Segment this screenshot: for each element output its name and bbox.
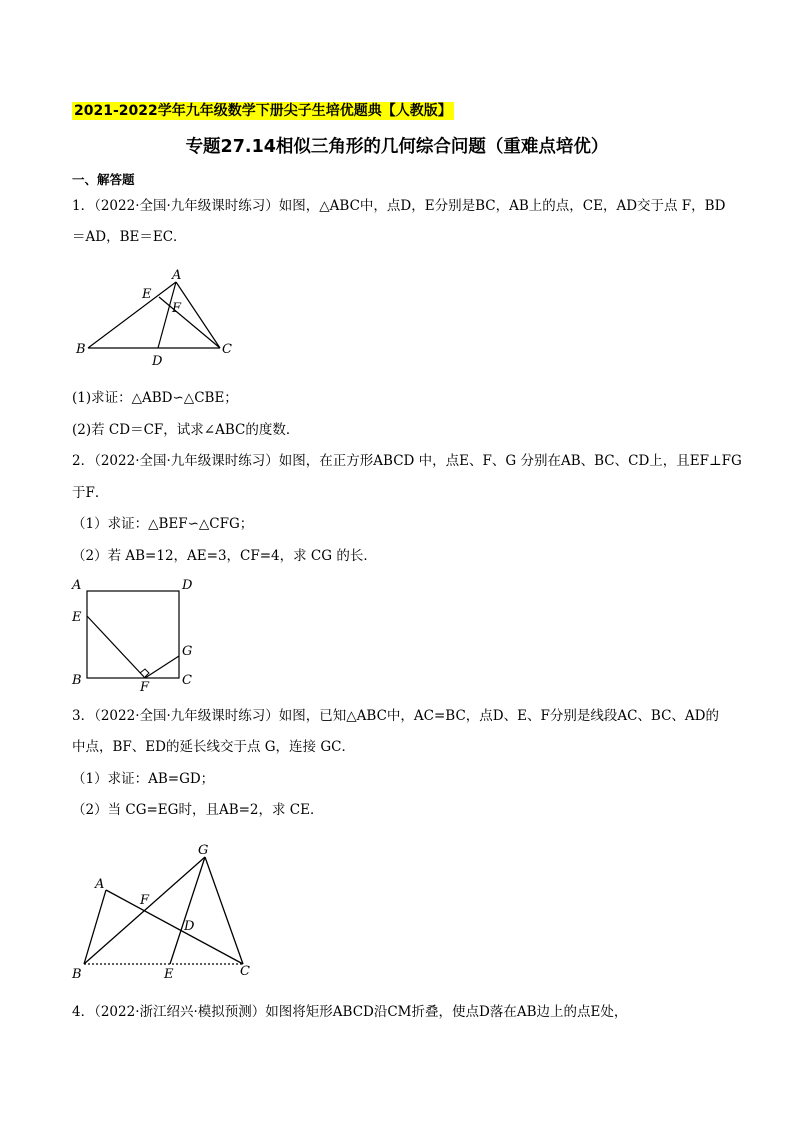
label-d: D <box>152 354 163 369</box>
header-banner: 2021-2022学年九年级数学下册尖子生培优题典【人教版】 <box>74 103 452 119</box>
label-a: A <box>172 268 182 283</box>
label-b: B <box>72 967 82 982</box>
segment-ef <box>87 616 145 678</box>
problem-3-figure <box>68 838 268 983</box>
label-a: A <box>72 578 82 593</box>
label-e: E <box>164 967 174 982</box>
segment-ec <box>159 297 220 348</box>
segment-fg <box>145 656 179 678</box>
problem-2-text-line-1: 2．（2022·全国·九年级课时练习）如图，在正方形ABCD 中，点E、F、G 分别在AB、BC、CD上，且EF⊥FG <box>72 453 742 469</box>
label-b: B <box>76 342 86 357</box>
label-d: D <box>184 919 195 934</box>
label-c: C <box>182 673 192 688</box>
segment-ab <box>84 890 106 964</box>
section-heading: 一、解答题 <box>72 172 135 187</box>
segment-gc <box>205 857 243 964</box>
label-f: F <box>140 893 150 908</box>
segment-ac <box>176 282 220 348</box>
problem-4-text-line-1: 4．（2022·浙江绍兴·模拟预测）如图将矩形ABCD沿CM折叠，使点D落在AB边上的点E处， <box>72 1004 628 1020</box>
label-d: D <box>182 578 193 593</box>
problem-2-figure <box>68 575 208 695</box>
label-f: F <box>172 301 182 316</box>
label-f: F <box>140 680 150 695</box>
label-a: A <box>95 877 105 892</box>
problem-2-text-line-2: 于F． <box>72 485 109 501</box>
problem-3-text-line-2: 中点，BF、ED的延长线交于点 G，连接 GC． <box>72 739 355 755</box>
problem-2-question-1: （1）求证：△BEF∽△CFG； <box>72 516 254 532</box>
label-g: G <box>182 644 193 659</box>
problem-1-question-2: (2)若 CD＝CF，试求∠ABC的度数． <box>72 422 300 438</box>
problem-3-question-1: （1）求证：AB=GD； <box>72 771 215 787</box>
problem-1-figure <box>70 262 240 372</box>
label-e: E <box>72 610 82 625</box>
problem-3-text-line-1: 3．（2022·全国·九年级课时练习）如图，已知△ABC中，AC=BC，点D、E、F分别是线段AC、BC、AD的 <box>72 708 719 724</box>
problem-2-question-2: （2）若 AB=12，AE=3，CF=4，求 CG 的长． <box>72 548 377 564</box>
label-c: C <box>240 964 250 979</box>
label-c: C <box>222 342 232 357</box>
segment-ba <box>88 282 176 348</box>
page-title: 专题27.14相似三角形的几何综合问题（重难点培优） <box>185 137 609 157</box>
label-b: B <box>72 673 82 688</box>
label-e: E <box>142 287 152 302</box>
problem-3-question-2: （2）当 CG=EG时，且AB=2，求 CE． <box>72 802 324 818</box>
problem-1-text-line-1: 1．（2022·全国·九年级课时练习）如图，△ABC中，点D，E分别是BC，AB上的点，CE，AD交于点 F，BD <box>72 198 726 214</box>
problem-1-question-1: (1)求证：△ABD∽△CBE； <box>72 390 238 406</box>
label-g: G <box>198 843 209 858</box>
problem-1-text-line-2: ＝AD，BE＝EC． <box>72 229 187 245</box>
